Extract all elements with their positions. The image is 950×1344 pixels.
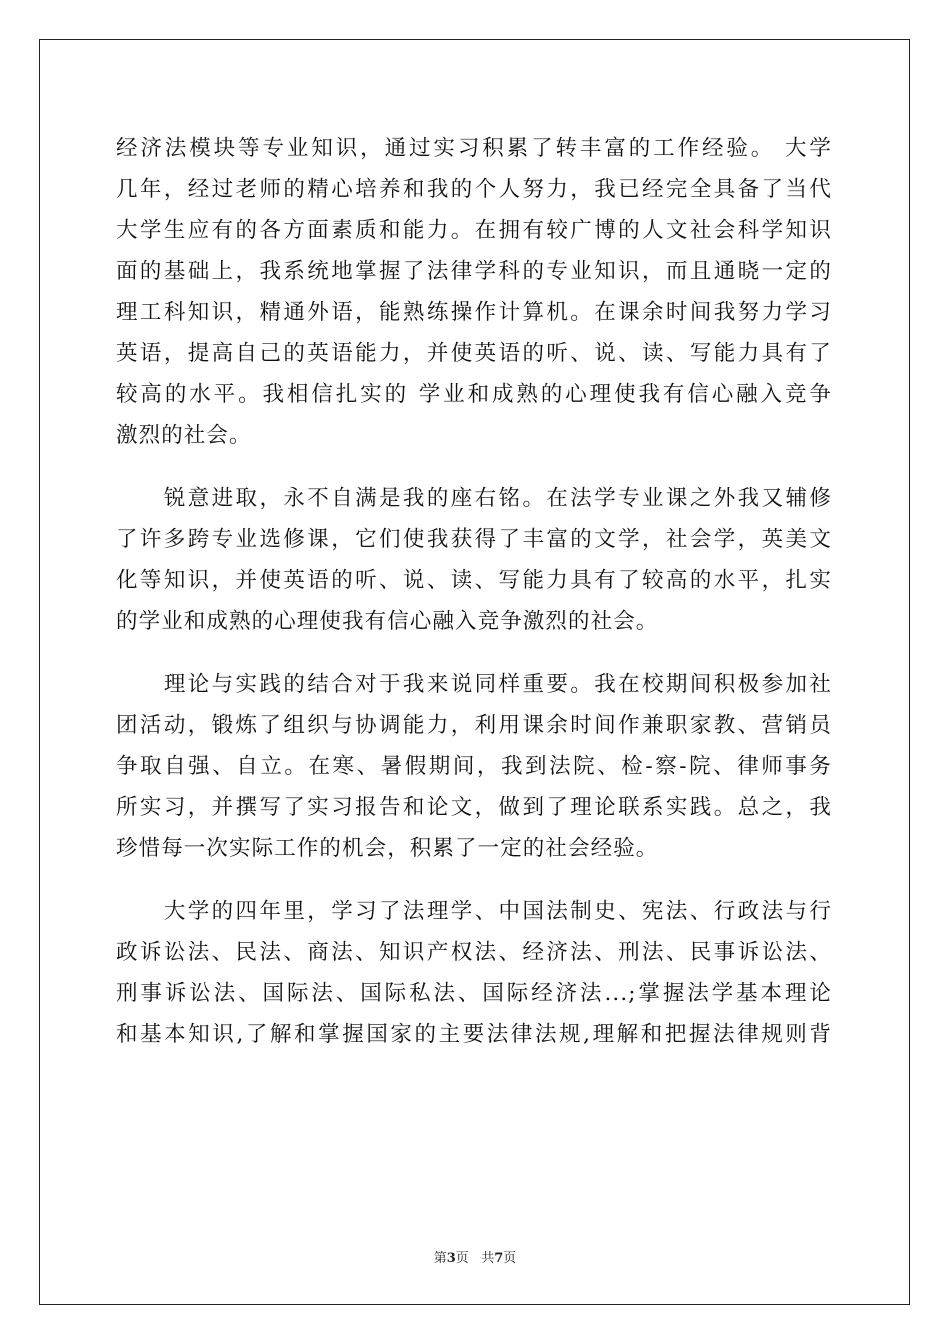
text-line: 刑事诉讼法、国际法、国际私法、国际经济法...;掌握法学基本理论 xyxy=(116,981,832,1006)
text-line: 所实习，并撰写了实习报告和论文，做到了理论联系实践。总之，我 xyxy=(116,795,832,820)
text-line: 争取自强、自立。在寒、暑假期间，我到法院、检-察-院、律师事务 xyxy=(116,754,832,779)
text-line: 较高的水平。我相信扎实的 学业和成熟的心理使我有信心融入竞争 xyxy=(116,382,832,407)
text-line: 大学生应有的各方面素质和能力。在拥有较广博的人文社会科学知识 xyxy=(116,218,832,243)
text-line: 了许多跨专业选修课，它们使我获得了丰富的文学，社会学，英美文 xyxy=(116,527,832,552)
page-number: 3 xyxy=(446,1251,456,1266)
text-line: 激烈的社会。 xyxy=(116,423,252,448)
text-line: 政诉讼法、民法、商法、知识产权法、经济法、刑法、民事诉讼法、 xyxy=(116,940,832,965)
footer-total-suffix: 页 xyxy=(503,1251,517,1266)
footer-prefix: 第 xyxy=(433,1251,447,1266)
footer-page-suffix: 页 xyxy=(455,1251,469,1266)
text-line: 几年，经过老师的精心培养和我的个人努力，我已经完全具备了当代 xyxy=(116,177,832,202)
text-line: 的学业和成熟的心理使我有信心融入竞争激烈的社会。 xyxy=(116,609,659,634)
document-body xyxy=(116,128,832,1055)
text-line: 团活动，锻炼了组织与协调能力，利用课余时间作兼职家教、营销员 xyxy=(116,713,832,738)
total-pages: 7 xyxy=(494,1251,504,1266)
text-line: 大学的四年里，学习了法理学、中国法制史、宪法、行政法与行 xyxy=(116,899,832,924)
text-line: 理工科知识，精通外语，能熟练操作计算机。在课余时间我努力学习 xyxy=(116,300,832,325)
footer-total-prefix: 共 xyxy=(481,1251,495,1266)
text-line: 英语，提高自己的英语能力，并使英语的听、说、读、写能力具有了 xyxy=(116,341,832,366)
text-line: 珍惜每一次实际工作的机会，积累了一定的社会经验。 xyxy=(116,836,659,861)
text-line: 和基本知识,了解和掌握国家的主要法律法规,理解和把握法律规则背 xyxy=(116,1022,832,1047)
page-footer xyxy=(0,1247,950,1266)
text-line: 化等知识，并使英语的听、说、读、写能力具有了较高的水平，扎实 xyxy=(116,568,832,593)
text-line: 锐意进取，永不自满是我的座右铭。在法学专业课之外我又辅修 xyxy=(116,486,832,511)
text-line: 面的基础上，我系统地掌握了法律学科的专业知识，而且通晓一定的 xyxy=(116,259,832,284)
text-line: 理论与实践的结合对于我来说同样重要。我在校期间积极参加社 xyxy=(116,672,832,697)
text-line: 经济法模块等专业知识，通过实习积累了转丰富的工作经验。 大学 xyxy=(116,136,832,161)
